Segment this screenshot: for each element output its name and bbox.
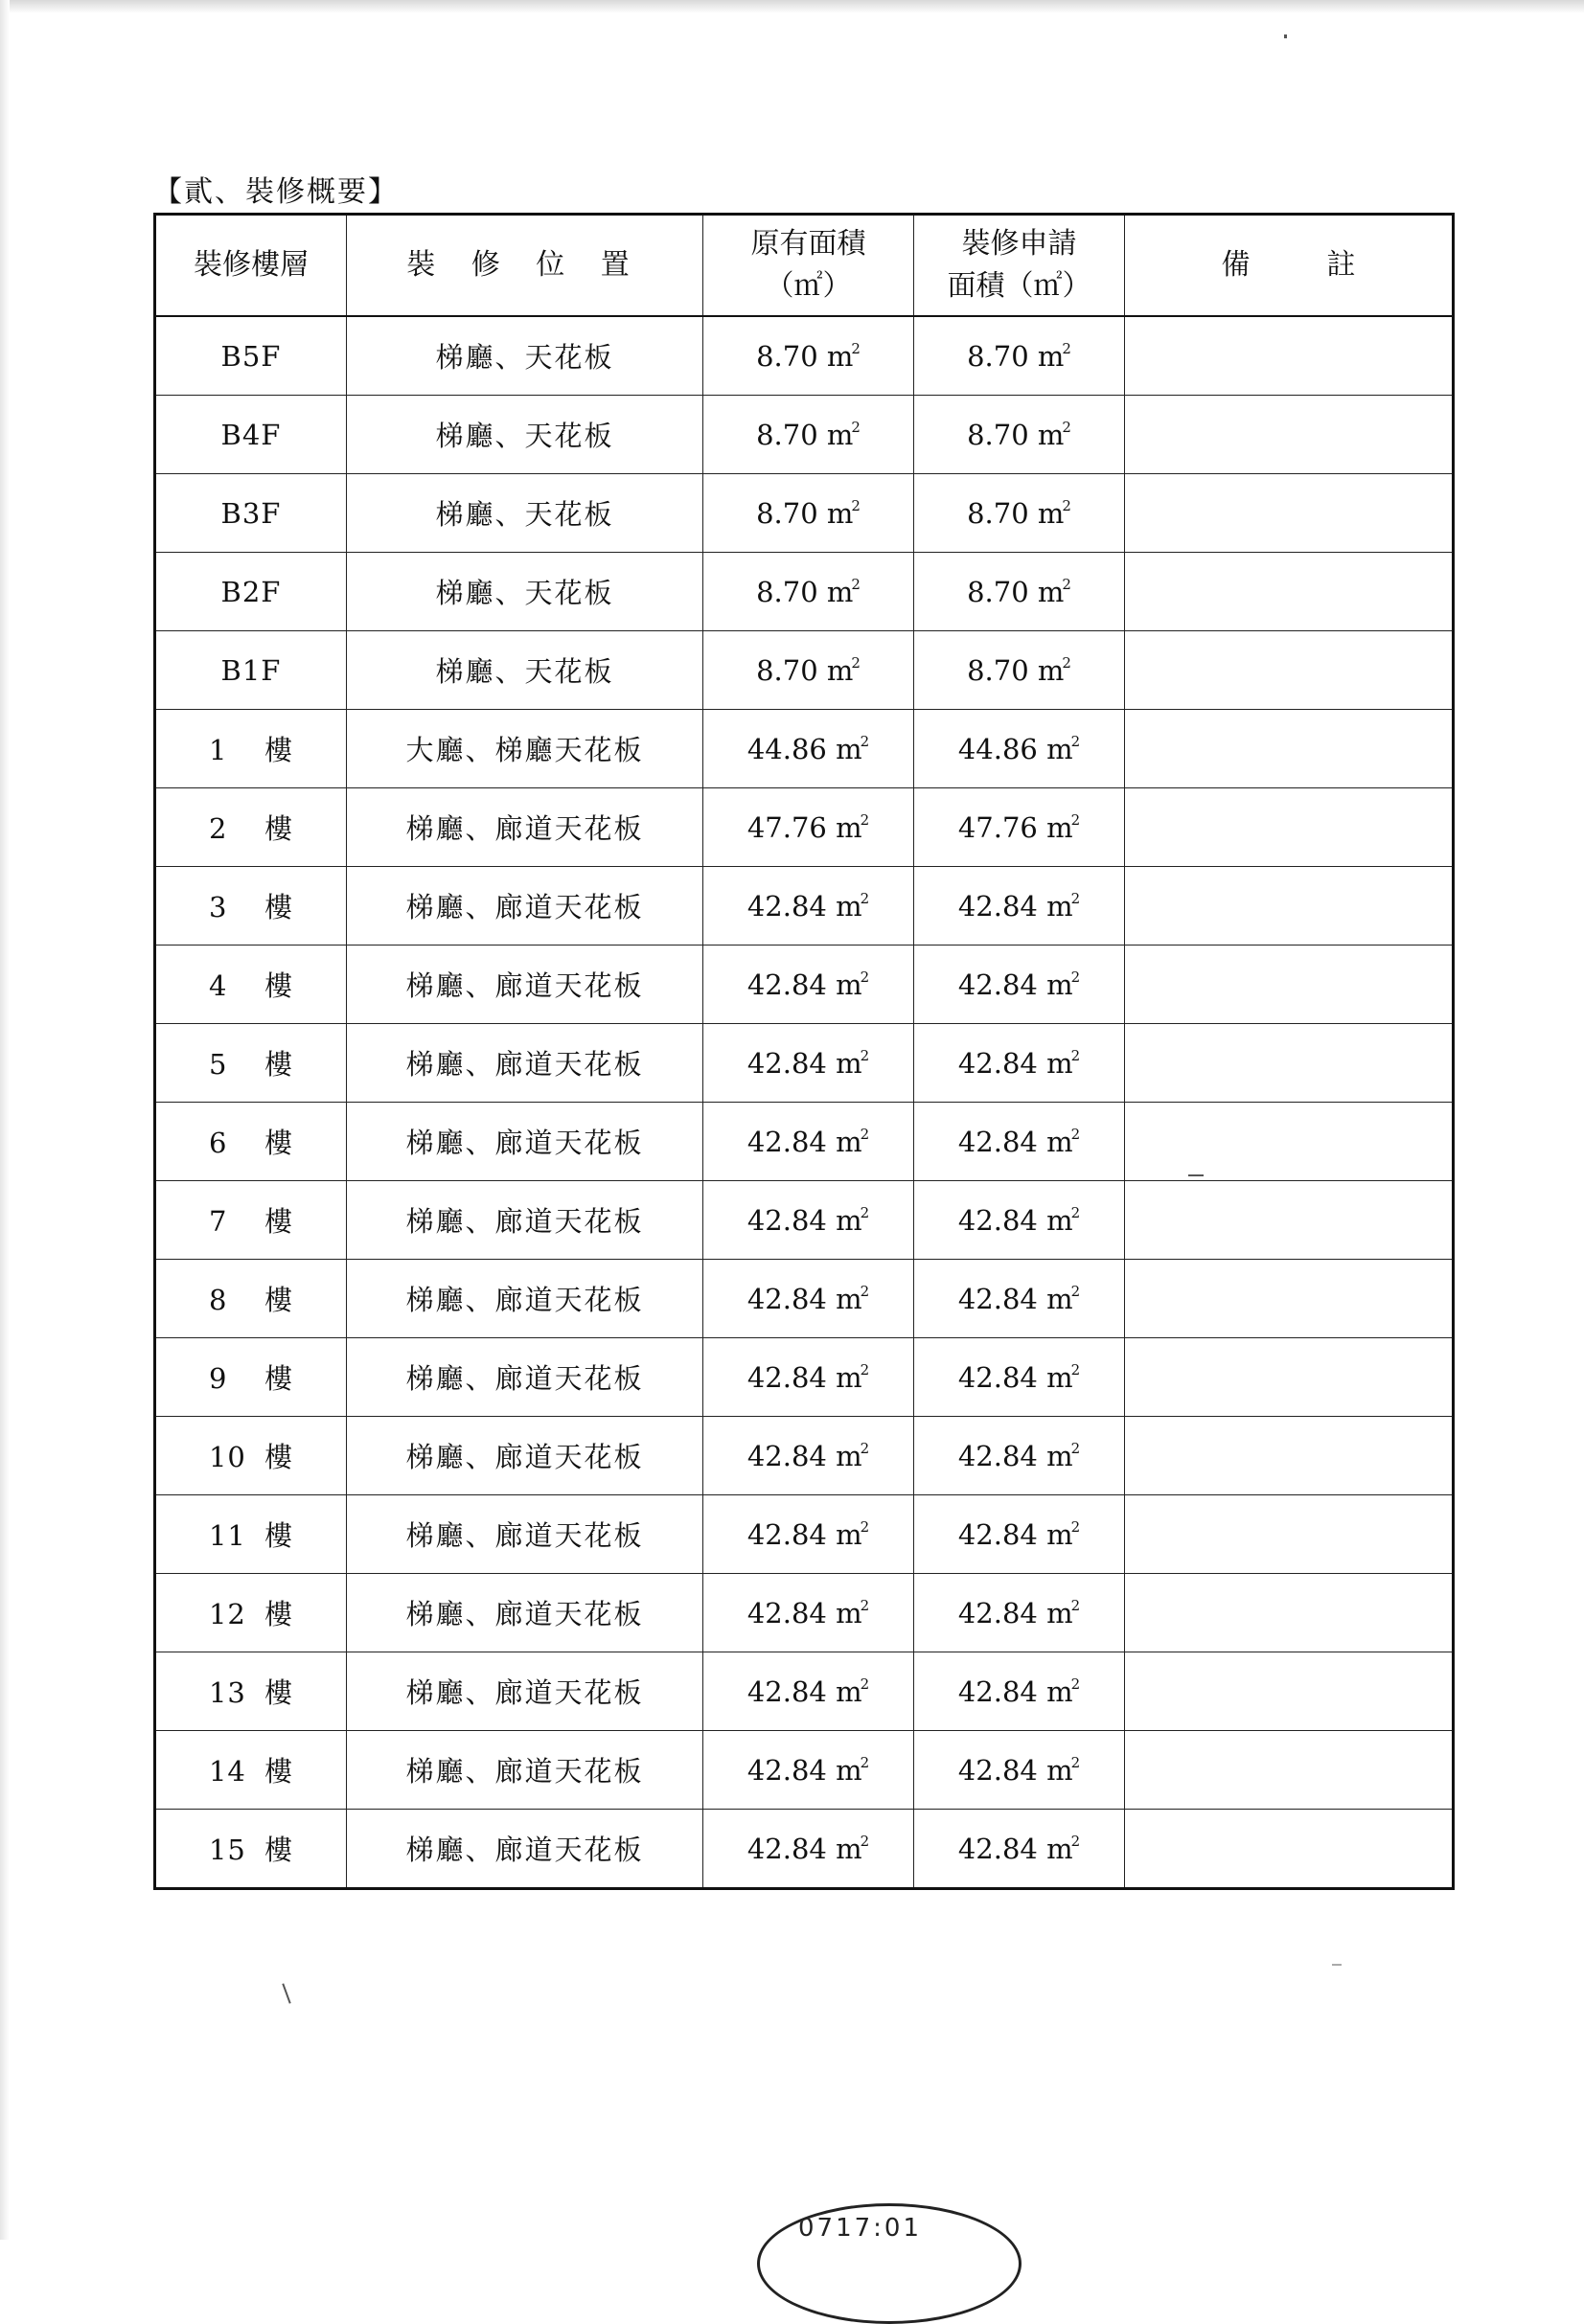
original-area-cell xyxy=(703,316,914,396)
floor-label: 7 xyxy=(208,1205,228,1238)
notes-cell xyxy=(1125,710,1454,788)
table-row xyxy=(155,1260,1454,1338)
location-cell: 梯廳、廊道天花板 xyxy=(347,946,703,1024)
floor-suffix: 樓 xyxy=(264,1127,293,1159)
location-cell: 梯廳、廊道天花板 xyxy=(347,867,703,946)
applied-area-value: 42.84 m xyxy=(957,1517,1073,1551)
original-area-cell xyxy=(703,1810,914,1889)
table-row xyxy=(155,631,1454,710)
table-row xyxy=(155,474,1454,553)
square-unit-superscript: 2 xyxy=(860,1282,870,1300)
floor-suffix: 樓 xyxy=(264,734,293,766)
floor-cell xyxy=(155,474,347,553)
header-original-area xyxy=(703,215,914,317)
notes-cell xyxy=(1125,474,1454,553)
original-area-cell xyxy=(703,1731,914,1810)
applied-area-cell xyxy=(914,631,1125,710)
table-row xyxy=(155,396,1454,474)
original-area-value: 42.84 m xyxy=(746,1282,862,1315)
applied-area-cell xyxy=(914,1181,1125,1260)
applied-area-cell xyxy=(914,474,1125,553)
location-cell: 梯廳、天花板 xyxy=(347,553,703,631)
original-area-cell xyxy=(703,867,914,946)
original-area-cell xyxy=(703,1417,914,1495)
floor-label: 9 xyxy=(208,1362,228,1395)
original-area-cell xyxy=(703,553,914,631)
floor-cell xyxy=(155,1338,347,1417)
floor-cell xyxy=(155,788,347,867)
floor-cell xyxy=(155,1024,347,1103)
location-cell: 梯廳、廊道天花板 xyxy=(347,1731,703,1810)
notes-cell xyxy=(1125,1024,1454,1103)
floor-label: 11 xyxy=(208,1519,246,1552)
applied-area-cell xyxy=(914,1731,1125,1810)
table-row xyxy=(155,1731,1454,1810)
table-row xyxy=(155,1574,1454,1652)
original-area-value: 44.86 m xyxy=(746,732,862,765)
original-area-value: 8.70 m xyxy=(756,496,854,530)
applied-area-value: 47.76 m xyxy=(957,810,1073,844)
table-row xyxy=(155,316,1454,396)
applied-area-cell xyxy=(914,1574,1125,1652)
applied-area-value: 42.84 m xyxy=(957,1360,1073,1394)
original-area-cell xyxy=(703,1652,914,1731)
original-area-value: 42.84 m xyxy=(746,889,862,923)
notes-cell xyxy=(1125,1810,1454,1889)
floor-label: 15 xyxy=(208,1834,246,1866)
floor-suffix: 樓 xyxy=(264,812,293,845)
header-applied-area xyxy=(914,215,1125,317)
applied-area-value: 42.84 m xyxy=(957,1596,1073,1629)
square-unit-superscript: 2 xyxy=(860,810,870,829)
square-unit-superscript: 2 xyxy=(1070,1675,1081,1693)
floor-cell xyxy=(155,1181,347,1260)
applied-area-cell xyxy=(914,1260,1125,1338)
square-unit-superscript: 2 xyxy=(860,732,870,750)
location-cell: 梯廳、天花板 xyxy=(347,316,703,396)
floor-label: B3F xyxy=(220,496,282,530)
floor-cell xyxy=(155,867,347,946)
applied-area-cell xyxy=(914,1810,1125,1889)
floor-label: 1 xyxy=(208,734,228,766)
square-unit-superscript: 2 xyxy=(860,1203,870,1221)
renovation-summary-table xyxy=(153,213,1455,1890)
original-area-cell xyxy=(703,631,914,710)
notes-cell xyxy=(1125,1652,1454,1731)
original-area-value: 8.70 m xyxy=(756,339,854,373)
location-cell: 梯廳、廊道天花板 xyxy=(347,788,703,867)
square-unit-superscript: 2 xyxy=(1070,889,1081,907)
square-unit-superscript: 2 xyxy=(860,1596,870,1614)
header-location-label: 裝 修 位 置 xyxy=(406,248,643,282)
original-area-cell xyxy=(703,1574,914,1652)
square-unit-superscript: 2 xyxy=(1070,1832,1081,1850)
square-unit-superscript: 2 xyxy=(860,1832,870,1850)
original-area-cell xyxy=(703,1103,914,1181)
floor-suffix: 樓 xyxy=(264,1834,293,1866)
original-area-value: 42.84 m xyxy=(746,1753,862,1787)
table-row xyxy=(155,1024,1454,1103)
scan-edge xyxy=(0,0,10,2240)
floor-suffix: 樓 xyxy=(264,1441,293,1473)
applied-area-value: 42.84 m xyxy=(957,1832,1073,1865)
floor-label: 12 xyxy=(208,1598,246,1630)
table-row xyxy=(155,946,1454,1024)
floor-cell xyxy=(155,946,347,1024)
original-area-cell xyxy=(703,710,914,788)
notes-cell xyxy=(1125,1103,1454,1181)
table-body xyxy=(155,316,1454,1889)
floor-suffix: 樓 xyxy=(264,891,293,923)
table-row xyxy=(155,867,1454,946)
applied-area-value: 42.84 m xyxy=(957,1675,1073,1708)
scan-speck xyxy=(1284,34,1287,38)
original-area-value: 42.84 m xyxy=(746,1046,862,1080)
location-cell: 梯廳、天花板 xyxy=(347,474,703,553)
floor-suffix: 樓 xyxy=(264,1598,293,1630)
notes-cell xyxy=(1125,396,1454,474)
applied-area-value: 42.84 m xyxy=(957,1439,1073,1472)
table-row xyxy=(155,1103,1454,1181)
table-row xyxy=(155,1810,1454,1889)
floor-cell xyxy=(155,316,347,396)
floor-suffix: 樓 xyxy=(264,969,293,1002)
floor-label: 2 xyxy=(208,812,228,845)
floor-cell xyxy=(155,1495,347,1574)
square-unit-superscript: 2 xyxy=(1062,575,1071,593)
floor-label: 5 xyxy=(208,1048,228,1081)
original-area-value: 42.84 m xyxy=(746,1203,862,1237)
floor-cell xyxy=(155,1810,347,1889)
location-cell: 梯廳、廊道天花板 xyxy=(347,1417,703,1495)
square-unit-superscript: 2 xyxy=(1070,1360,1081,1378)
location-cell: 梯廳、廊道天花板 xyxy=(347,1260,703,1338)
applied-area-cell xyxy=(914,396,1125,474)
location-cell: 梯廳、廊道天花板 xyxy=(347,1338,703,1417)
applied-area-cell xyxy=(914,1495,1125,1574)
table-row xyxy=(155,1652,1454,1731)
original-area-value: 8.70 m xyxy=(756,418,854,451)
floor-label: 6 xyxy=(208,1127,228,1159)
applied-area-cell xyxy=(914,788,1125,867)
table-row xyxy=(155,1495,1454,1574)
square-unit-superscript: 2 xyxy=(1070,1046,1081,1064)
original-area-cell xyxy=(703,1024,914,1103)
floor-cell xyxy=(155,710,347,788)
square-unit-superscript: 2 xyxy=(860,889,870,907)
notes-cell xyxy=(1125,553,1454,631)
square-unit-superscript: 2 xyxy=(1062,418,1071,436)
original-area-value: 42.84 m xyxy=(746,968,862,1001)
original-area-cell xyxy=(703,788,914,867)
header-notes xyxy=(1125,215,1454,317)
original-area-cell xyxy=(703,946,914,1024)
original-area-value: 8.70 m xyxy=(756,575,854,608)
scan-speck xyxy=(1332,1964,1342,1966)
location-cell: 梯廳、廊道天花板 xyxy=(347,1810,703,1889)
square-unit-superscript: 2 xyxy=(1062,339,1071,357)
original-area-value: 42.84 m xyxy=(746,1832,862,1865)
floor-suffix: 樓 xyxy=(264,1048,293,1081)
floor-label: B4F xyxy=(220,418,282,451)
stamp-text: 0717:01 xyxy=(798,2214,923,2243)
notes-cell xyxy=(1125,1574,1454,1652)
applied-area-value: 42.84 m xyxy=(957,968,1073,1001)
notes-cell xyxy=(1125,867,1454,946)
table-row xyxy=(155,788,1454,867)
square-unit-superscript: 2 xyxy=(851,496,861,514)
square-unit-superscript: 2 xyxy=(860,1753,870,1771)
floor-label: 14 xyxy=(208,1755,246,1788)
floor-label: 10 xyxy=(208,1441,246,1473)
floor-cell xyxy=(155,1652,347,1731)
floor-cell xyxy=(155,1731,347,1810)
square-unit-superscript: 2 xyxy=(860,1360,870,1378)
notes-cell xyxy=(1125,631,1454,710)
floor-suffix: 樓 xyxy=(264,1284,293,1316)
location-cell: 梯廳、廊道天花板 xyxy=(347,1103,703,1181)
applied-area-value: 42.84 m xyxy=(957,1282,1073,1315)
applied-area-cell xyxy=(914,1417,1125,1495)
section-title: 【貳、裝修概要】 xyxy=(153,175,399,209)
original-area-value: 42.84 m xyxy=(746,1439,862,1472)
applied-area-cell xyxy=(914,710,1125,788)
notes-cell xyxy=(1125,316,1454,396)
applied-area-value: 8.70 m xyxy=(967,418,1065,451)
square-unit-superscript: 2 xyxy=(860,1675,870,1693)
square-unit-superscript: 2 xyxy=(1062,496,1071,514)
applied-area-value: 8.70 m xyxy=(967,339,1065,373)
applied-area-cell xyxy=(914,1103,1125,1181)
original-area-cell xyxy=(703,396,914,474)
floor-cell xyxy=(155,631,347,710)
square-unit-superscript: 2 xyxy=(1062,653,1071,672)
square-unit-superscript: 2 xyxy=(1070,1753,1081,1771)
official-stamp xyxy=(757,2203,1022,2324)
original-area-cell xyxy=(703,474,914,553)
scan-speck xyxy=(1188,1174,1204,1176)
table-row xyxy=(155,710,1454,788)
square-unit-superscript: 2 xyxy=(1070,1517,1081,1536)
header-original-area-line2: （㎡） xyxy=(765,269,852,303)
floor-label: B5F xyxy=(220,339,282,373)
location-cell: 梯廳、廊道天花板 xyxy=(347,1495,703,1574)
square-unit-superscript: 2 xyxy=(1070,1282,1081,1300)
original-area-cell xyxy=(703,1181,914,1260)
location-cell: 梯廳、廊道天花板 xyxy=(347,1024,703,1103)
floor-suffix: 樓 xyxy=(264,1755,293,1788)
floor-suffix: 樓 xyxy=(264,1205,293,1238)
square-unit-superscript: 2 xyxy=(1070,1203,1081,1221)
applied-area-cell xyxy=(914,553,1125,631)
original-area-value: 47.76 m xyxy=(746,810,862,844)
square-unit-superscript: 2 xyxy=(1070,1439,1081,1457)
original-area-value: 42.84 m xyxy=(746,1517,862,1551)
applied-area-value: 8.70 m xyxy=(967,653,1065,687)
scan-edge xyxy=(0,0,1584,13)
table-row xyxy=(155,1181,1454,1260)
floor-label: B1F xyxy=(220,653,282,687)
floor-label: 3 xyxy=(208,891,228,923)
floor-cell xyxy=(155,396,347,474)
notes-cell xyxy=(1125,1181,1454,1260)
header-location xyxy=(347,215,703,317)
original-area-cell xyxy=(703,1260,914,1338)
location-cell: 梯廳、廊道天花板 xyxy=(347,1574,703,1652)
table-row xyxy=(155,1417,1454,1495)
location-cell: 大廳、梯廳天花板 xyxy=(347,710,703,788)
applied-area-cell xyxy=(914,1652,1125,1731)
table-row xyxy=(155,553,1454,631)
applied-area-value: 8.70 m xyxy=(967,496,1065,530)
square-unit-superscript: 2 xyxy=(851,339,861,357)
original-area-value: 42.84 m xyxy=(746,1360,862,1394)
square-unit-superscript: 2 xyxy=(1070,1125,1081,1143)
square-unit-superscript: 2 xyxy=(860,968,870,986)
header-floor xyxy=(155,215,347,317)
applied-area-cell xyxy=(914,316,1125,396)
applied-area-value: 8.70 m xyxy=(967,575,1065,608)
notes-cell xyxy=(1125,1495,1454,1574)
square-unit-superscript: 2 xyxy=(851,653,861,672)
square-unit-superscript: 2 xyxy=(1070,810,1081,829)
applied-area-cell xyxy=(914,1024,1125,1103)
applied-area-cell xyxy=(914,1338,1125,1417)
header-notes-label: 備註 xyxy=(1221,248,1433,282)
floor-label: 13 xyxy=(208,1676,246,1709)
square-unit-superscript: 2 xyxy=(1070,968,1081,986)
floor-label: 8 xyxy=(208,1284,228,1316)
floor-label: B2F xyxy=(220,575,282,608)
original-area-value: 8.70 m xyxy=(756,653,854,687)
location-cell: 梯廳、天花板 xyxy=(347,631,703,710)
header-applied-area-line2: 面積（㎡） xyxy=(947,269,1091,303)
original-area-value: 42.84 m xyxy=(746,1596,862,1629)
square-unit-superscript: 2 xyxy=(860,1439,870,1457)
floor-suffix: 樓 xyxy=(264,1676,293,1709)
square-unit-superscript: 2 xyxy=(1070,732,1081,750)
applied-area-value: 42.84 m xyxy=(957,889,1073,923)
applied-area-value: 42.84 m xyxy=(957,1125,1073,1158)
applied-area-value: 42.84 m xyxy=(957,1046,1073,1080)
table-header-row xyxy=(155,215,1454,317)
original-area-value: 42.84 m xyxy=(746,1125,862,1158)
applied-area-value: 44.86 m xyxy=(957,732,1073,765)
original-area-cell xyxy=(703,1338,914,1417)
location-cell: 梯廳、天花板 xyxy=(347,396,703,474)
floor-cell xyxy=(155,553,347,631)
applied-area-value: 42.84 m xyxy=(957,1753,1073,1787)
floor-suffix: 樓 xyxy=(264,1362,293,1395)
header-floor-label: 裝修樓層 xyxy=(194,248,309,282)
applied-area-value: 42.84 m xyxy=(957,1203,1073,1237)
floor-cell xyxy=(155,1574,347,1652)
notes-cell xyxy=(1125,946,1454,1024)
original-area-value: 42.84 m xyxy=(746,1675,862,1708)
floor-suffix: 樓 xyxy=(264,1519,293,1552)
table-row xyxy=(155,1338,1454,1417)
notes-cell xyxy=(1125,1260,1454,1338)
square-unit-superscript: 2 xyxy=(1070,1596,1081,1614)
floor-cell xyxy=(155,1103,347,1181)
header-applied-area-line1: 裝修申請 xyxy=(961,227,1077,261)
location-cell: 梯廳、廊道天花板 xyxy=(347,1181,703,1260)
header-original-area-line1: 原有面積 xyxy=(750,227,866,261)
square-unit-superscript: 2 xyxy=(860,1125,870,1143)
location-cell: 梯廳、廊道天花板 xyxy=(347,1652,703,1731)
original-area-cell xyxy=(703,1495,914,1574)
scan-speck xyxy=(282,1983,290,2003)
applied-area-cell xyxy=(914,867,1125,946)
floor-cell xyxy=(155,1417,347,1495)
square-unit-superscript: 2 xyxy=(851,418,861,436)
square-unit-superscript: 2 xyxy=(860,1046,870,1064)
applied-area-cell xyxy=(914,946,1125,1024)
floor-label: 4 xyxy=(208,969,228,1002)
notes-cell xyxy=(1125,1731,1454,1810)
notes-cell xyxy=(1125,1338,1454,1417)
floor-cell xyxy=(155,1260,347,1338)
square-unit-superscript: 2 xyxy=(851,575,861,593)
notes-cell xyxy=(1125,1417,1454,1495)
square-unit-superscript: 2 xyxy=(860,1517,870,1536)
notes-cell xyxy=(1125,788,1454,867)
